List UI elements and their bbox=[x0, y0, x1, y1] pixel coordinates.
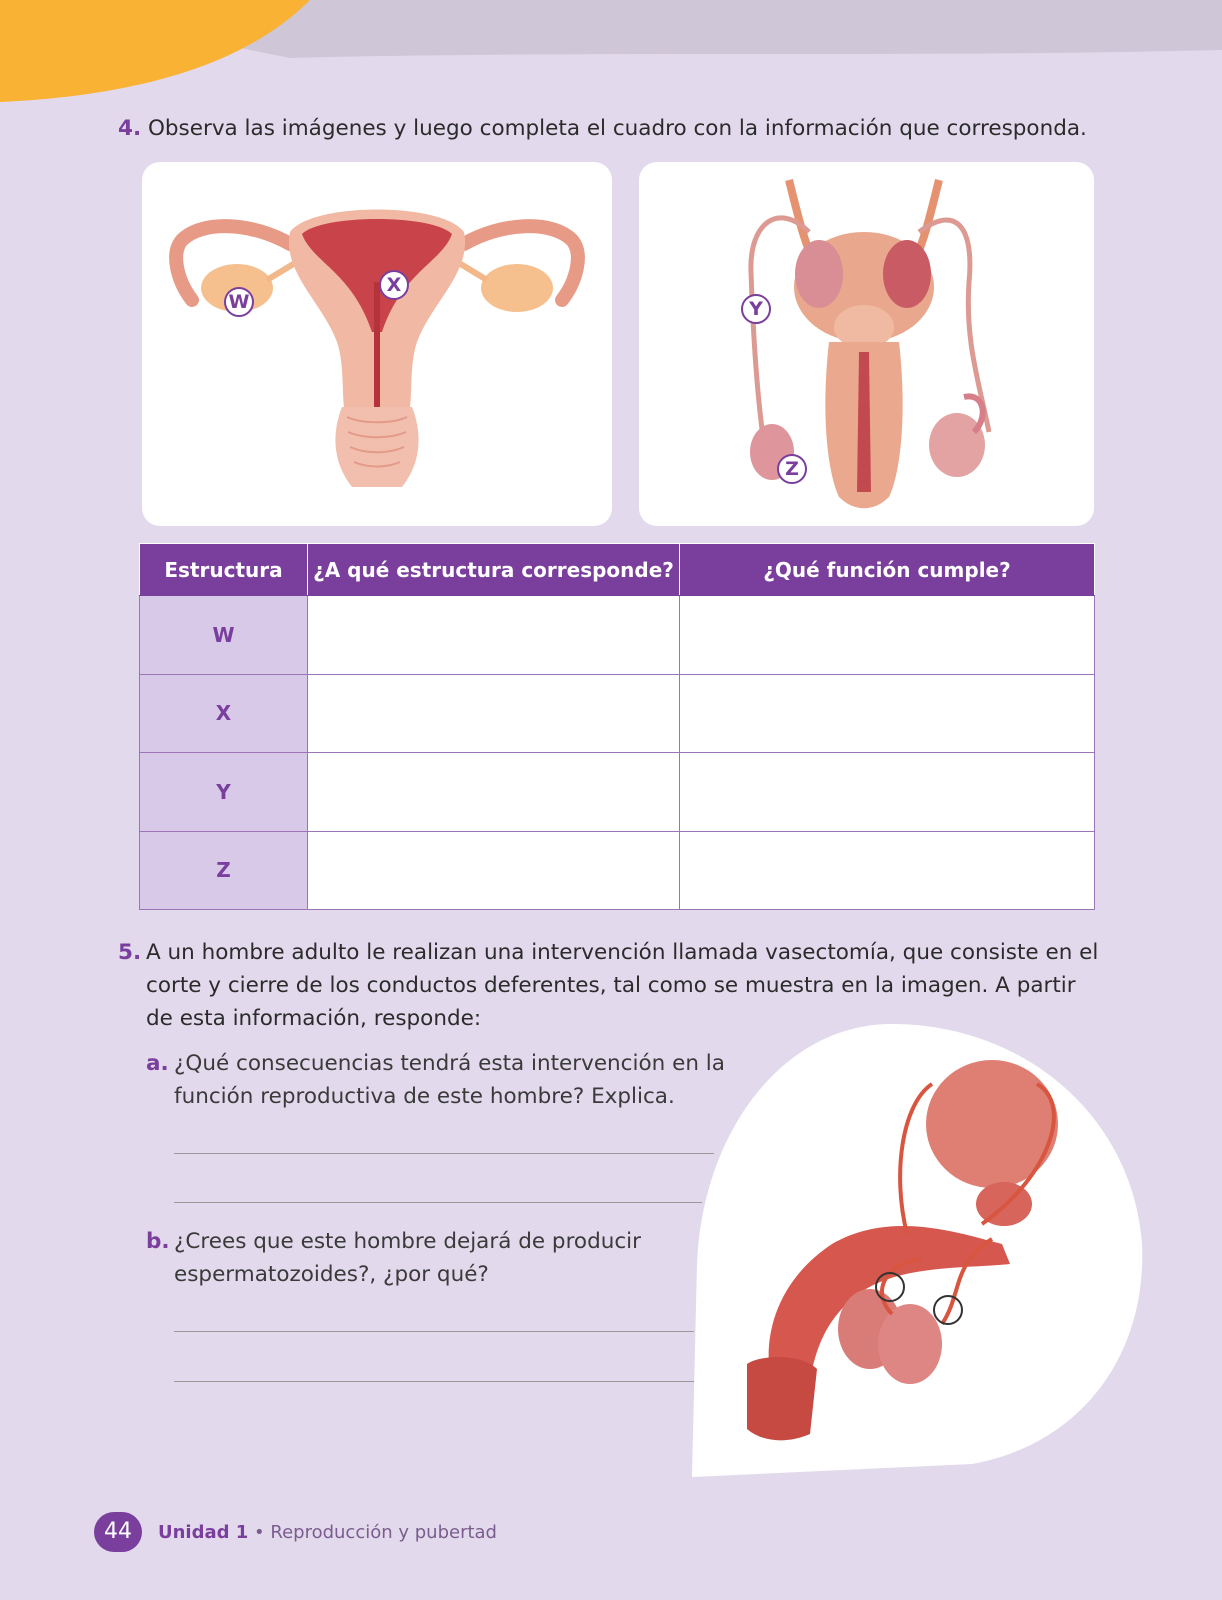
answer-cell-y-function[interactable] bbox=[680, 753, 1095, 832]
page-number: 44 bbox=[94, 1512, 142, 1552]
table-row bbox=[140, 674, 1095, 753]
top-decorative-band bbox=[0, 0, 1222, 110]
answer-line-a2[interactable] bbox=[174, 1202, 702, 1203]
table-row bbox=[140, 596, 1095, 675]
question-5 bbox=[118, 936, 1099, 1031]
question-5a-text: ¿Qué consecuencias tendrá esta intervención en la función reproductiva de este hombre? Explica. bbox=[174, 1051, 725, 1109]
footer-subtitle: Reproducción y pubertad bbox=[270, 1522, 497, 1543]
question-4 bbox=[118, 116, 1087, 141]
answer-line-a1[interactable] bbox=[174, 1153, 714, 1154]
question-4-text: Observa las imágenes y luego completa el cuadro con la información que corresponda. bbox=[147, 116, 1087, 141]
question-5b bbox=[146, 1225, 641, 1287]
structures-table bbox=[139, 543, 1095, 910]
answer-cell-x-structure[interactable] bbox=[308, 674, 680, 753]
male-reproductive-image bbox=[639, 162, 1094, 526]
uterus-illustration bbox=[142, 162, 612, 526]
label-z: Z bbox=[777, 454, 807, 484]
table-header-row bbox=[140, 544, 1095, 596]
question-4-number: 4. bbox=[118, 116, 142, 141]
footer-unit-label: Unidad 1 bbox=[158, 1522, 249, 1543]
footer-separator: • bbox=[248, 1522, 271, 1543]
row-label-z: Z bbox=[140, 831, 308, 910]
answer-line-b2[interactable] bbox=[174, 1381, 694, 1382]
header-corresponds: ¿A qué estructura corresponde? bbox=[308, 544, 680, 596]
answer-cell-w-structure[interactable] bbox=[308, 596, 680, 675]
table-row bbox=[140, 831, 1095, 910]
answer-cell-x-function[interactable] bbox=[680, 674, 1095, 753]
answer-cell-w-function[interactable] bbox=[680, 596, 1095, 675]
female-reproductive-image bbox=[142, 162, 612, 526]
answer-cell-y-structure[interactable] bbox=[308, 753, 680, 832]
answer-cell-z-structure[interactable] bbox=[308, 831, 680, 910]
footer-unit bbox=[158, 1522, 497, 1543]
question-5b-letter: b. bbox=[146, 1229, 170, 1254]
male-organs-illustration bbox=[639, 162, 1094, 526]
row-label-x: X bbox=[140, 674, 308, 753]
question-5a bbox=[146, 1047, 725, 1109]
question-5b-text: ¿Crees que este hombre dejará de producir espermatozoides?, ¿por qué? bbox=[174, 1229, 641, 1287]
question-5-number: 5. bbox=[118, 940, 142, 965]
table-row bbox=[140, 753, 1095, 832]
header-function: ¿Qué función cumple? bbox=[680, 544, 1095, 596]
label-y: Y bbox=[741, 294, 771, 324]
question-5-text: A un hombre adulto le realizan una intervención llamada vasectomía, que consiste en el corte y cierre de los conductos deferentes, tal como se muestra en la imagen. A partir de esta información, responde: bbox=[146, 940, 1099, 1031]
answer-line-b1[interactable] bbox=[174, 1331, 694, 1332]
label-w: W bbox=[224, 287, 254, 317]
row-label-y: Y bbox=[140, 753, 308, 832]
question-5a-letter: a. bbox=[146, 1051, 169, 1076]
header-structure: Estructura bbox=[140, 544, 308, 596]
row-label-w: W bbox=[140, 596, 308, 675]
answer-cell-z-function[interactable] bbox=[680, 831, 1095, 910]
vasectomy-illustration bbox=[692, 1024, 1147, 1477]
label-x: X bbox=[379, 270, 409, 300]
